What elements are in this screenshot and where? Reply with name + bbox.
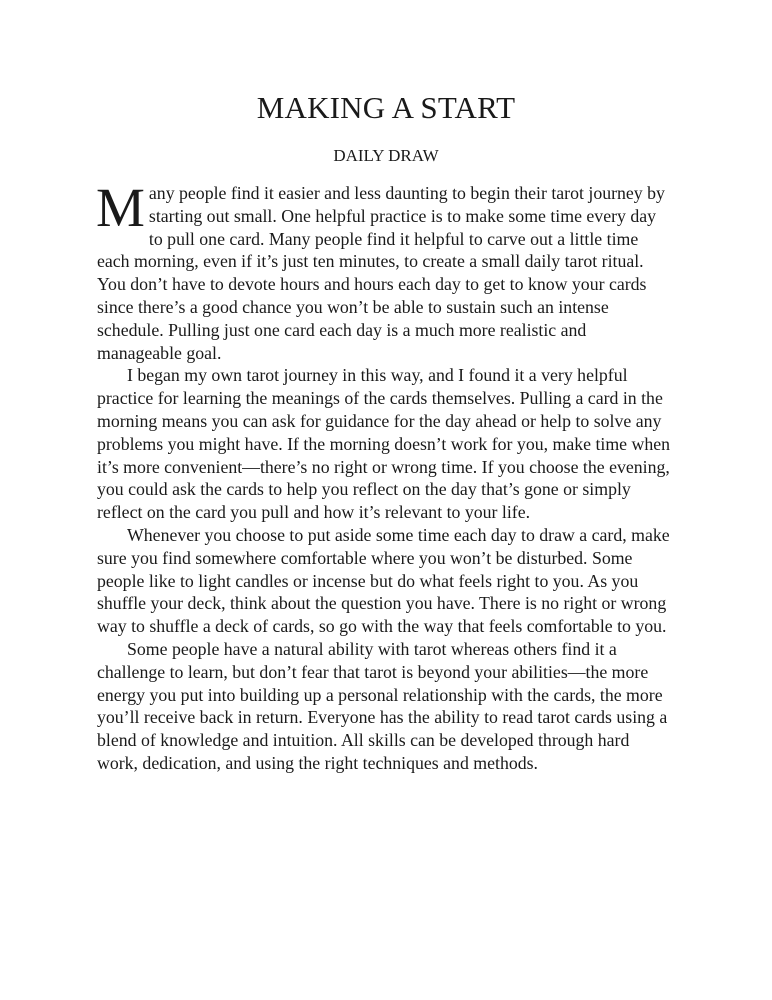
chapter-title: MAKING A START bbox=[256, 90, 516, 125]
paragraph-3: Whenever you choose to put aside some time each day to draw a card, make sure you find somewhere comfortable where you won’t be disturbed. Some people like to light candles or incense but do what feels right to you. As you shuffle your deck, think about the question you have. There is no right or wrong way to shuffle a deck of cards, so go with the way that feels comfortable to you. bbox=[97, 524, 670, 637]
section-title: DAILY DRAW bbox=[333, 146, 439, 165]
paragraph-1-text: any people find it easier and less daunting to begin their tarot journey by starting out small. One helpful practice is to make some time every day to pull one card. Many people find it helpful to carve out a little time each morning, even if it’s just ten minutes, to create a small daily tarot ritual. You don’t have to devote hours and hours each day to get to know your cards since there’s a good chance you won’t be able to sustain such an intense schedule. Pulling just one card each day is a much more realistic and manageable goal. bbox=[97, 183, 665, 363]
drop-cap: M bbox=[96, 177, 145, 238]
paragraph-2: I began my own tarot journey in this way, and I found it a very helpful practice for learning the meanings of the cards themselves. Pulling a card in the morning means you can ask for guidance for the day ahead or help to solve any problems you might have. If the morning doesn’t work for you, make time when it’s more convenient—there’s no right or wrong time. If you choose the evening, you could ask the cards to help you reflect on the day that’s gone or simply reflect on the card you pull and how it’s relevant to your life. bbox=[97, 365, 671, 523]
body-text bbox=[96, 177, 674, 775]
paragraph-1 bbox=[96, 177, 674, 364]
paragraph-4: Some people have a natural ability with tarot whereas others find it a challenge to learn, but don’t fear that tarot is beyond your abilities—the more energy you put into building up a personal relationship with the cards, the more you’ll receive back in return. Everyone has the ability to read tarot cards using a blend of knowledge and intuition. All skills can be developed through hard work, dedication, and using the right techniques and methods. bbox=[97, 638, 668, 773]
